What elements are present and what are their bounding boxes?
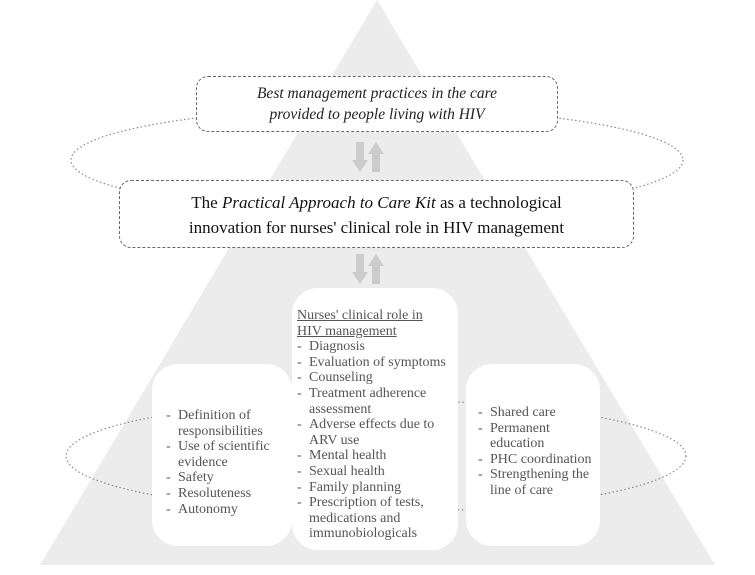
list-item: - Safety xyxy=(166,470,292,486)
list-item: - Prescription of tests, medications and immunobiologicals xyxy=(297,495,458,542)
list-item: - Evaluation of symptoms xyxy=(297,355,458,371)
practical-approach-box xyxy=(119,180,634,248)
list-item: - PHC coordination xyxy=(478,452,600,468)
list-item: - Autonomy xyxy=(166,502,292,518)
practical-approach-prefix: The xyxy=(191,193,222,212)
best-practices-line2: provided to people living with HIV xyxy=(269,106,485,123)
list-item: - Permanent education xyxy=(478,421,600,452)
left-panel xyxy=(152,364,292,546)
swap-arrows-icon xyxy=(352,140,392,174)
left-panel-list xyxy=(166,408,292,517)
right-panel xyxy=(466,364,600,546)
list-item: - Strengthening the line of care xyxy=(478,467,600,498)
list-item: - Definition of responsibilities xyxy=(166,408,292,439)
practical-approach-line1 xyxy=(120,190,633,215)
best-practices-box xyxy=(196,76,558,132)
practical-approach-italic: Practical Approach to Care Kit xyxy=(221,193,436,212)
list-item: - Use of scientific evidence xyxy=(166,439,292,470)
list-item: - Treatment adherence assessment xyxy=(297,386,458,417)
best-practices-line1: Best management practices in the care xyxy=(256,85,498,102)
center-panel-title xyxy=(297,308,458,339)
practical-approach-suffix: as a technological xyxy=(435,193,562,212)
list-item: - Adverse effects due to ARV use xyxy=(297,417,458,448)
list-item: - Shared care xyxy=(478,405,600,421)
center-title-line2: HIV management xyxy=(297,323,397,339)
list-item: - Mental health xyxy=(297,448,458,464)
center-panel-list xyxy=(297,339,458,542)
swap-arrows-icon xyxy=(352,252,392,286)
list-item: - Sexual health xyxy=(297,464,458,480)
list-item: - Resoluteness xyxy=(166,486,292,502)
list-item: - Family planning xyxy=(297,480,458,496)
practical-approach-line2: innovation for nurses' clinical role in HIV management xyxy=(188,218,565,237)
right-panel-list xyxy=(478,405,600,499)
center-title-line1: Nurses' clinical role in xyxy=(297,308,423,323)
list-item: - Counseling xyxy=(297,370,458,386)
list-item: - Diagnosis xyxy=(297,339,458,355)
center-panel xyxy=(292,288,458,550)
